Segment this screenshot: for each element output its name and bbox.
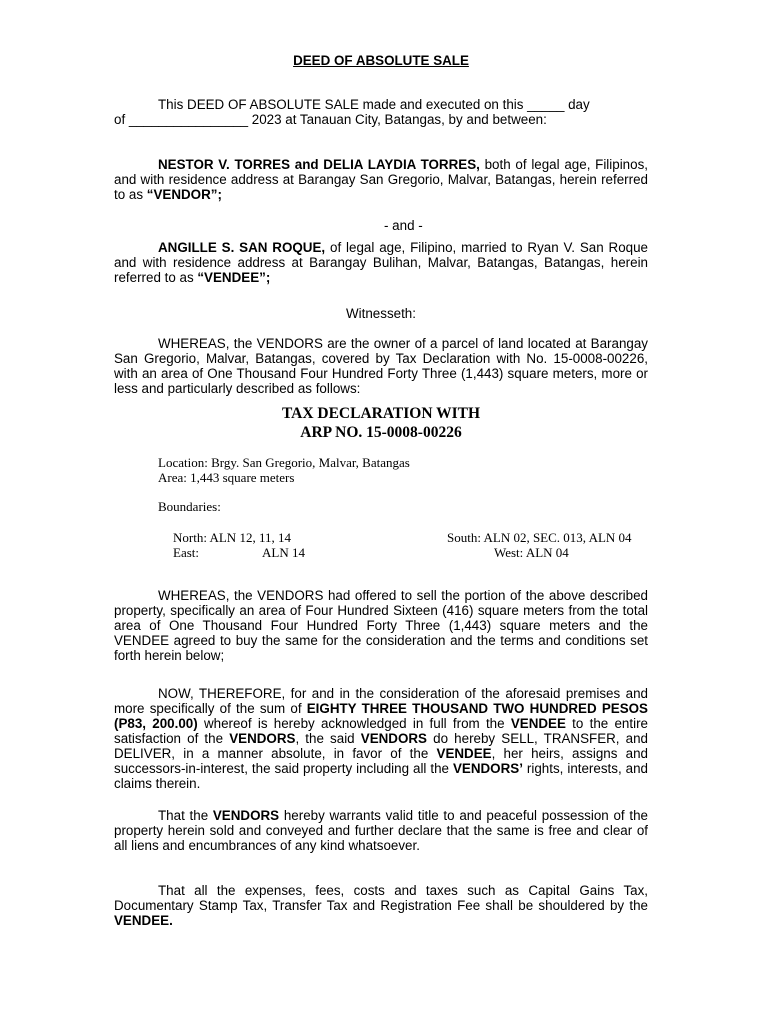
- boundary-east-value: ALN 14: [262, 545, 305, 560]
- boundary-south: South: ALN 02, SEC. 013, ALN 04: [447, 530, 632, 545]
- vendor-paragraph: [114, 157, 648, 202]
- whereas-paragraph-1: WHEREAS, the VENDORS are the owner of a parcel of land located at Barangay San Gregorio, Malvar, Batangas, covered by Tax Declaration with No. 15-0008-00226, with an area of One Thousand Four Hundred Forty Three (1,443) square meters, more or less and particularly described as follows:: [114, 336, 648, 396]
- vendee-name: ANGILLE S. SAN ROQUE,: [158, 240, 326, 255]
- vendee-paragraph: [114, 240, 648, 285]
- now-therefore-text-1: NOW, THEREFORE, for and in the consideration of the aforesaid premises and more specifically of the sum of: [114, 686, 648, 716]
- boundaries-label: Boundaries:: [158, 499, 221, 514]
- boundary-west: West: ALN 04: [494, 545, 569, 560]
- now-therefore-text-2: whereof is hereby acknowledged in full from the: [197, 716, 511, 731]
- intro-line-1: This DEED OF ABSOLUTE SALE made and executed on this _____ day: [158, 97, 590, 112]
- vendors-term: VENDORS: [229, 731, 296, 746]
- now-therefore-text-5: do hereby SELL, TRANSFER, and DELIVER, in a manner absolute, in favor of the: [114, 731, 649, 761]
- boundary-east-label: East:: [173, 545, 199, 560]
- consideration-amount: EIGHTY THREE THOUSAND TWO HUNDRED PESOS (P83, 200.00): [114, 701, 648, 731]
- vendors-term: VENDORS’: [452, 761, 523, 776]
- property-location: Location: Brgy. San Gregorio, Malvar, Batangas: [158, 455, 410, 470]
- intro-paragraph: [114, 97, 648, 127]
- vendee-ref: “VENDEE”;: [197, 270, 271, 285]
- boundary-north: North: ALN 12, 11, 14: [173, 530, 291, 545]
- document-title: DEED OF ABSOLUTE SALE: [293, 53, 469, 68]
- tax-declaration-line-2: ARP NO. 15-0008-00226: [300, 424, 462, 441]
- now-therefore-paragraph: [114, 686, 648, 791]
- vendee-term: VENDEE: [510, 716, 566, 731]
- now-therefore-text-6: , her heirs, assigns and successors-in-interest, the said property including all the: [114, 746, 648, 776]
- witnesseth-heading: Witnesseth:: [346, 306, 416, 321]
- warranty-paragraph: [114, 808, 648, 853]
- tax-declaration-heading: [114, 404, 648, 442]
- warranty-text-1: That the: [158, 808, 213, 823]
- warranty-text-2: hereby warrants valid title to and peaceful possession of the property herein sold and conveyed and further declare that the same is free and clear of all liens and encumbrances of any kind whatsoever.: [114, 808, 648, 853]
- vendee-term: VENDEE.: [114, 913, 173, 928]
- property-area: Area: 1,443 square meters: [158, 470, 295, 485]
- now-therefore-text-7: rights, interests, and claims therein.: [114, 761, 648, 791]
- now-therefore-text-4: , the said: [295, 731, 361, 746]
- expenses-text: That all the expenses, fees, costs and taxes such as Capital Gains Tax, Documentary Stamp Tax, Transfer Tax and Registration Fee shall be shouldered by the: [114, 883, 648, 913]
- expenses-paragraph: [114, 883, 648, 928]
- intro-line-2: of ________________ 2023 at Tanauan City, Batangas, by and between:: [114, 112, 547, 127]
- vendor-names: NESTOR V. TORRES and DELIA LAYDIA TORRES,: [158, 157, 480, 172]
- vendors-term: VENDORS: [212, 808, 280, 823]
- vendee-term: VENDEE: [436, 746, 492, 761]
- vendors-term: VENDORS: [360, 731, 427, 746]
- vendor-details: both of legal age, Filipinos, and with residence address at Barangay San Gregorio, Malvar, Batangas, herein referred to as: [114, 157, 648, 202]
- and-separator: - and -: [384, 218, 423, 233]
- now-therefore-text-3: to the entire satisfaction of the: [114, 716, 648, 746]
- vendor-ref: “VENDOR”;: [146, 187, 222, 202]
- whereas-paragraph-2: WHEREAS, the VENDORS had offered to sell the portion of the above described property, specifically an area of Four Hundred Sixteen (416) square meters from the total area of One Thousand Four Hundred Forty Three (1,443) square meters and the VENDEE agreed to buy the same for the consideration and the terms and conditions set forth herein below;: [114, 588, 648, 663]
- vendee-details: of legal age, Filipino, married to Ryan V. San Roque and with residence address at Barangay Bulihan, Malvar, Batangas, Batangas, herein referred to as: [114, 240, 648, 285]
- tax-declaration-line-1: TAX DECLARATION WITH: [281, 405, 481, 422]
